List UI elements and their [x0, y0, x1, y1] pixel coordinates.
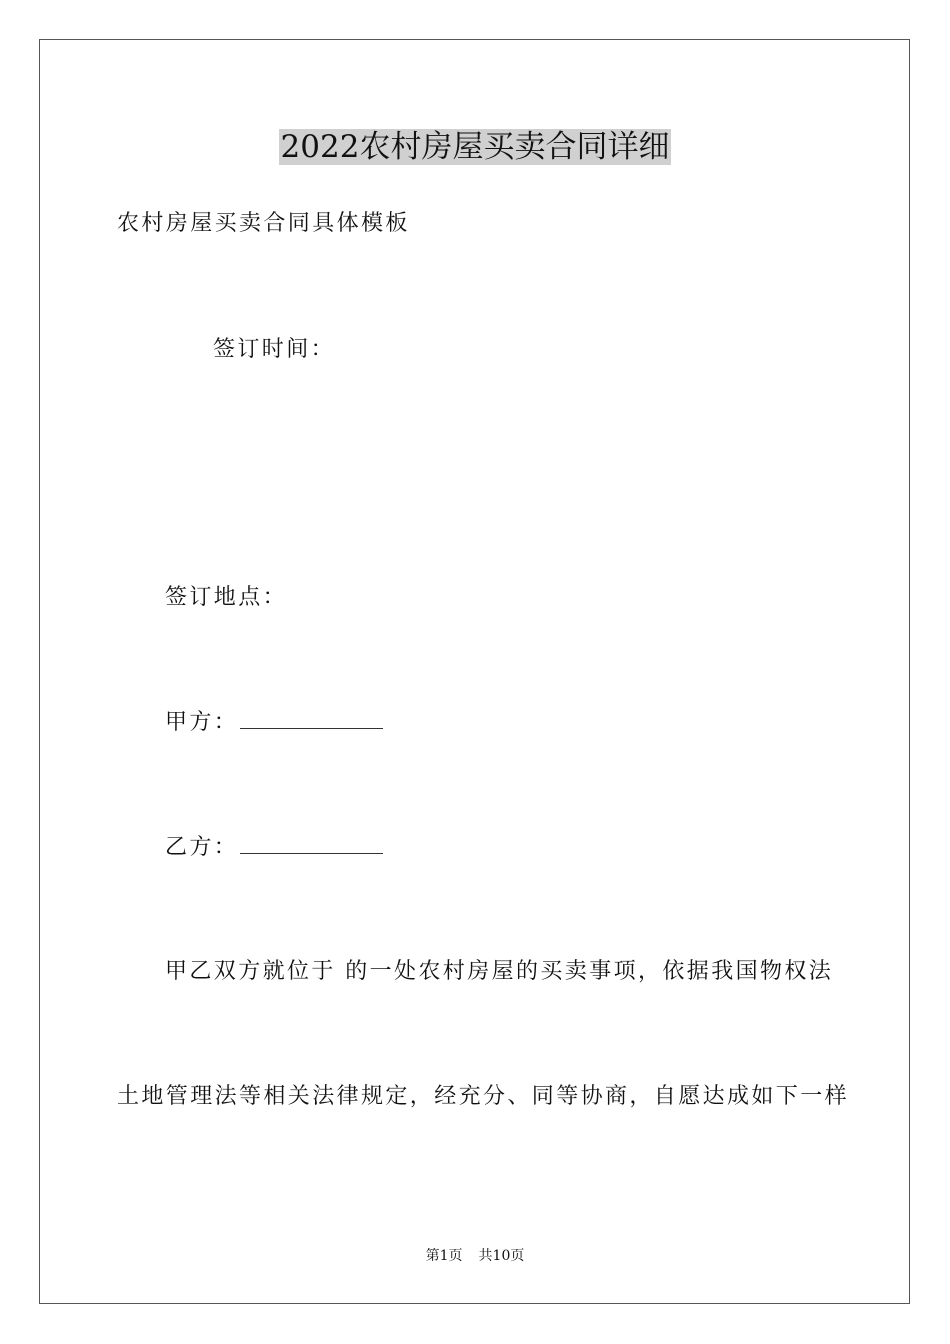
page-footer — [0, 1246, 950, 1266]
page-total: 共10页 — [478, 1248, 525, 1264]
paragraph-line-2: 土地管理法等相关法律规定，经充分、同等协商，自愿达成如下一样 — [117, 1084, 850, 1109]
party-a-label: 甲方： — [165, 710, 239, 735]
party-b-label: 乙方： — [165, 835, 239, 860]
page-current: 第1页 — [425, 1248, 463, 1264]
paragraph-line-1: 甲乙双方就位于 的一处农村房屋的买卖事项，依据我国物权法 — [165, 959, 834, 984]
party-a-blank-line — [240, 708, 383, 729]
party-b-blank-line — [240, 833, 383, 854]
document-subtitle: 农村房屋买卖合同具体模板 — [117, 211, 410, 236]
document-title — [0, 127, 950, 167]
party-b-row — [165, 833, 383, 863]
document-title-text: 2022农村房屋买卖合同详细 — [280, 129, 670, 165]
sign-place-label: 签订地点： — [165, 585, 288, 610]
party-a-row — [165, 708, 383, 738]
sign-time-label: 签订时间： — [213, 337, 336, 362]
